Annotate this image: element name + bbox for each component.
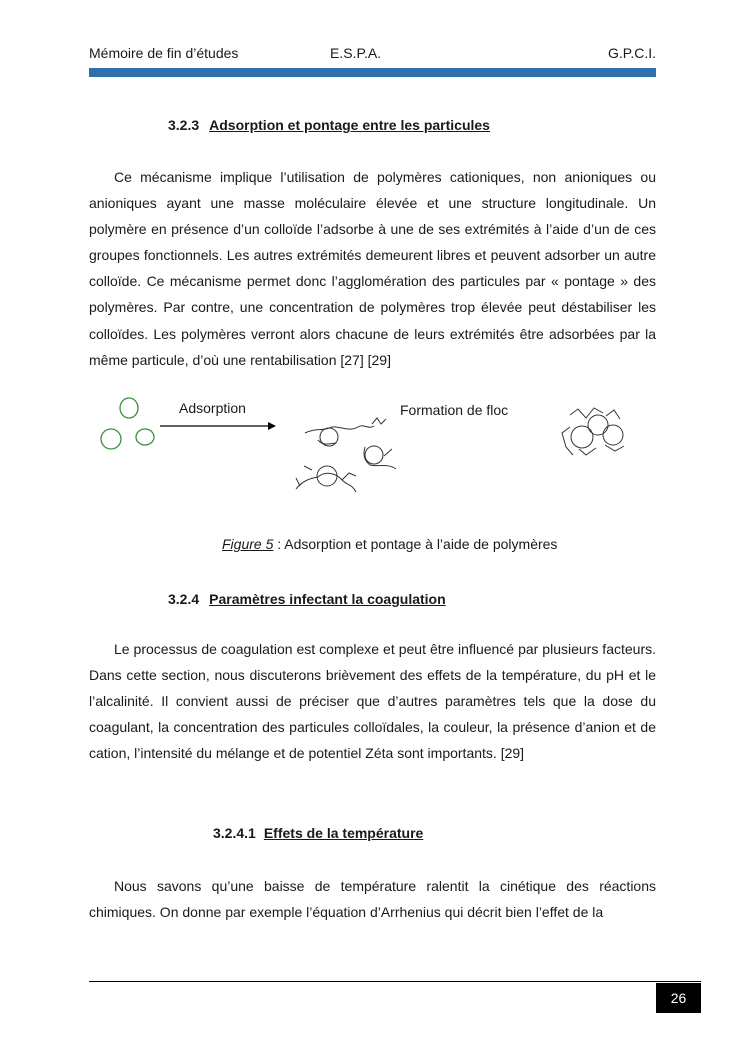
header-right: G.P.C.I.: [608, 45, 656, 61]
footer-divider: [89, 981, 701, 982]
label-adsorption: Adsorption: [179, 400, 246, 416]
paragraph-adsorption: Ce mécanisme implique l’utilisation de polymères cationiques, non anioniques ou anioniques ayant une masse moléculaire élevée et une structure longitudinale. Un polymère en présence d’un colloïde l’adsorbe à une de ses extrémités à l’aide d’un de ces groupes fonctionnels. Les autres extrémités demeurent libres et peuvent adsorber un autre colloïde. Ce mécanisme permet donc l’agglomération des particules par « pontage » des polymères. Par contre, une concentration de polymères trop élevée peut déstabiliser les colloïdes. Les polymères verront alors chacune de leurs extrémités être adsorbées par la même particule, d’où une rentabilisation [27] [29]: [89, 169, 656, 368]
particle-circle: [365, 446, 383, 464]
adsorption-arrow: [160, 422, 276, 430]
figure-reference: Figure 5: [222, 536, 274, 552]
section-title: Adsorption et pontage entre les particules: [209, 117, 490, 133]
caption-text: : Adsorption et pontage à l’aide de polymères: [273, 536, 558, 552]
paragraph-coagulation-parameters: Le processus de coagulation est complexe et peut être influencé par plusieurs facteurs. Dans cette section, nous discuterons brièvement des effets de la température, du pH et le l’alcalinité. Il convient aussi de préciser que d’autres paramètres tels que la dose du coagulant, la concentration des particules colloïdales, la couleur, la présence d’anion et de cation, l’intensité du mélange et de potentiel Zéta sont importants. [29]: [89, 641, 656, 762]
floc-cluster: [562, 408, 624, 455]
label-floc-formation: Formation de floc: [400, 402, 509, 418]
section-number: 3.2.3: [168, 117, 200, 133]
polymer-adsorbed-particles: [296, 418, 396, 492]
section-number: 3.2.4.1: [213, 825, 256, 841]
header-left: Mémoire de fin d’études: [89, 45, 239, 61]
particle-circle: [101, 429, 121, 449]
paragraph-temperature: Nous savons qu’une baisse de température ralentit la cinétique des réactions chimiques. On donne par exemple l’équation d’Arrhenius qui décrit bien l’effet de la: [89, 878, 656, 921]
section-title: Effets de la température: [263, 825, 424, 841]
particle-circle: [120, 398, 138, 418]
particle-circle: [603, 425, 623, 445]
free-particles: [101, 398, 154, 449]
section-title: Paramètres infectant la coagulation: [209, 591, 446, 607]
section-heading-3-2-4: [168, 591, 446, 607]
page-number: 26: [656, 983, 701, 1013]
header-center: E.S.P.A.: [330, 45, 382, 61]
section-heading-3-2-4-1: [213, 825, 423, 841]
particle-circle: [136, 429, 154, 445]
particle-circle: [588, 415, 608, 435]
figure-caption: [222, 536, 557, 552]
particle-circle: [571, 426, 593, 448]
section-number: 3.2.4: [168, 591, 200, 607]
